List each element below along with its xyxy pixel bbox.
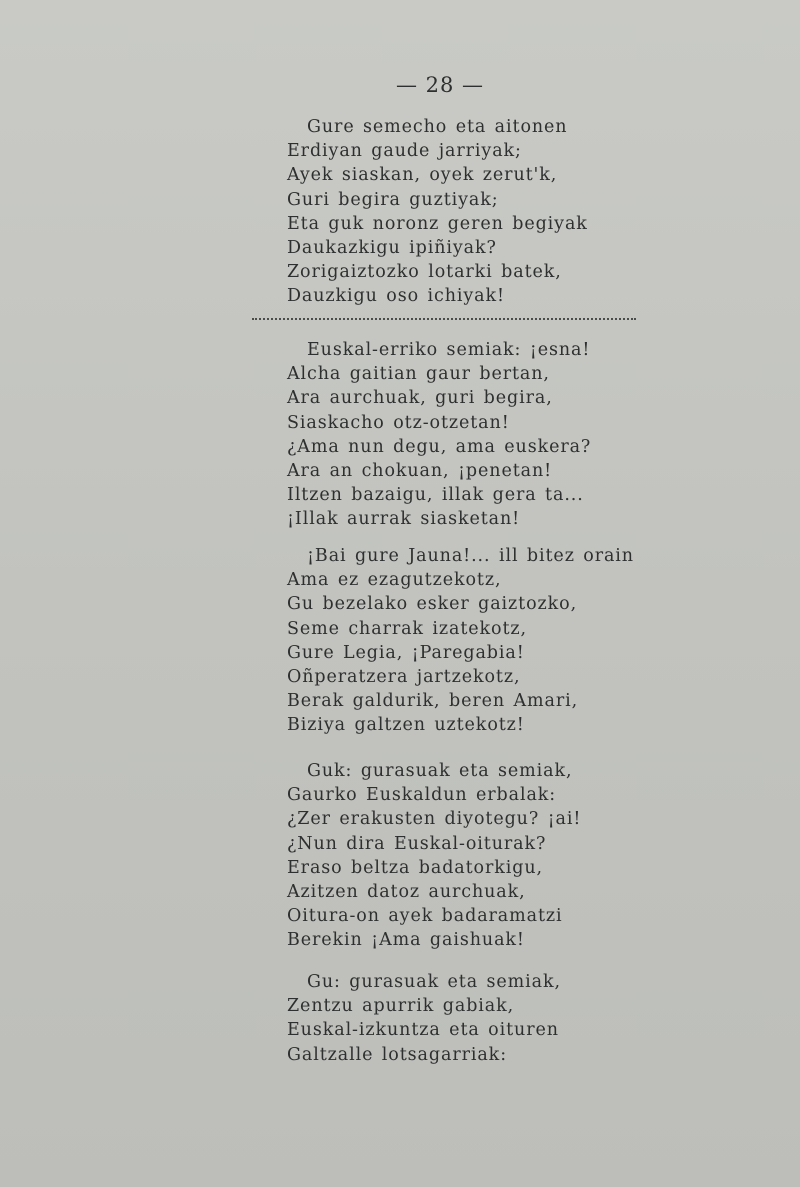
dotted-separator	[252, 318, 636, 322]
verse-line: Alcha gaitian gaur bertan,	[287, 364, 550, 385]
verse-line: Ayek siaskan, oyek zerut'k,	[287, 165, 558, 186]
verse-line: Eraso beltza badatorkigu,	[287, 857, 543, 878]
verse-line: Azitzen datoz aurchuak,	[287, 882, 526, 903]
verse-line: Galtzalle lotsagarriak:	[287, 1044, 507, 1065]
verse-line: Oñperatzera jartzekotz,	[287, 667, 521, 688]
page-number: — 28 —	[395, 73, 485, 97]
verse-line: Gu bezelako esker gaiztozko,	[287, 594, 578, 615]
verse-line: Euskal-erriko semiak: ¡esna!	[307, 340, 591, 360]
verse-line: Ara aurchuak, guri begira,	[287, 388, 553, 409]
verse-line: Ama ez ezagutzekotz,	[287, 570, 502, 591]
verse-line: ¿Nun dira Euskal-oiturak?	[287, 833, 547, 854]
verse-line: Zorigaiztozko lotarki batek,	[287, 262, 562, 283]
verse-line: Eta guk noronz geren begiyak	[287, 213, 588, 234]
stanza-1	[287, 115, 588, 309]
verse-line: Oitura-on ayek badaramatzi	[287, 906, 563, 927]
verse-line: Daukazkigu ipiñiyak?	[287, 238, 497, 259]
verse-line: ¡Illak aurrak siasketan!	[287, 509, 521, 530]
verse-line: Dauzkigu oso ichiyak!	[287, 286, 505, 307]
verse-line: Gure semecho eta aitonen	[307, 117, 568, 137]
verse-line: ¿Ama nun degu, ama euskera?	[287, 436, 592, 457]
verse-line: Siaskacho otz-otzetan!	[287, 412, 510, 433]
verse-line: Seme charrak izatekotz,	[287, 618, 527, 639]
stanza-3	[287, 544, 634, 738]
verse-line: Guri begira guztiyak;	[287, 189, 499, 210]
stanza-5	[287, 970, 561, 1067]
verse-line: Zentzu apurrik gabiak,	[287, 996, 515, 1017]
verse-line: Biziya galtzen uztekotz!	[287, 715, 525, 736]
verse-line: Ara an chokuan, ¡penetan!	[287, 461, 553, 482]
verse-line: Erdiyan gaude jarriyak;	[287, 141, 522, 162]
verse-line: Gaurko Euskaldun erbalak:	[287, 785, 557, 806]
verse-line: Guk: gurasuak eta semiak,	[307, 761, 573, 781]
verse-line: Gure Legia, ¡Paregabia!	[287, 642, 525, 663]
stanza-4	[287, 759, 581, 953]
verse-line: ¿Zer erakusten diyotegu? ¡ai!	[287, 809, 582, 830]
verse-line: Gu: gurasuak eta semiak,	[307, 972, 561, 992]
verse-line: Berak galdurik, beren Amari,	[287, 691, 579, 712]
verse-line: Iltzen bazaigu, illak gera ta...	[287, 485, 584, 506]
verse-line: Euskal-izkuntza eta oituren	[287, 1020, 559, 1041]
verse-line: Berekin ¡Ama gaishuak!	[287, 930, 525, 951]
verse-line: ¡Bai gure Jauna!... ill bitez orain	[307, 546, 634, 566]
stanza-2	[287, 338, 591, 532]
